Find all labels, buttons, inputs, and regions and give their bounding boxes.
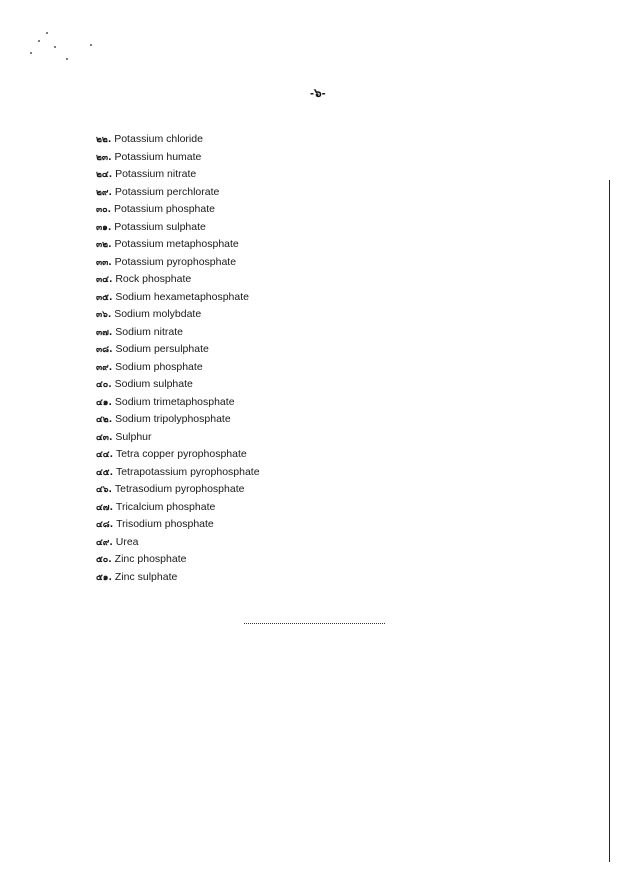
scan-edge-line [609,180,610,862]
list-item [96,306,260,324]
item-number: ๔๙. [96,537,113,548]
item-number: ๕๑. [96,572,112,583]
item-number: ๓๓. [96,257,112,268]
item-text: Zinc phosphate [114,553,187,565]
item-number: ๔๘. [96,520,114,530]
item-text: Potassium nitrate [115,168,197,180]
list-item [96,236,260,254]
item-number: ๒๔. [96,170,113,180]
item-number: ๓๔. [96,275,113,285]
list-item [96,166,260,184]
list-item [96,569,260,587]
item-text: Potassium humate [114,150,202,163]
item-number: ๒๙. [96,187,112,198]
item-number: ๕๐. [96,555,112,565]
item-number: ๓๘. [96,345,113,355]
list-item [96,184,260,202]
item-number: ๔๑. [96,397,112,408]
item-text: Sodium nitrate [115,325,183,338]
item-number: ๔๒. [96,415,113,425]
item-text: Sulphur [115,430,152,443]
item-text: Sodium sulphate [114,378,193,390]
item-number: ๓๕. [96,292,113,303]
item-text: Sodium molybdate [114,308,202,320]
scan-speck [66,58,68,60]
item-number: ๒๓. [96,152,112,163]
item-text: Tetrasodium pyrophosphate [114,483,245,495]
scan-speck [38,40,40,42]
item-number: ๓๒. [96,240,112,250]
scan-speck [30,52,32,54]
list-item [96,429,260,447]
item-number: ๔๐. [96,380,112,390]
list-item [96,324,260,342]
list-item [96,341,260,359]
item-number: ๔๖. [96,485,112,495]
item-text: Sodium tripolyphosphate [115,413,231,425]
item-text: Sodium trimetaphosphate [114,395,235,408]
item-text: Potassium metaphosphate [114,238,239,250]
list-item [96,551,260,569]
item-number: ๒๒. [96,135,112,145]
item-text: Sodium phosphate [115,360,203,373]
item-text: Tricalcium phosphate [115,500,216,513]
item-number: ๔๕. [96,467,114,478]
item-number: ๔๔. [96,450,114,460]
scan-speck [54,46,56,48]
list-item [96,394,260,412]
list-item [96,376,260,394]
item-text: Urea [115,535,139,548]
list-item [96,499,260,517]
item-text: Tetrapotassium pyrophosphate [115,465,260,478]
list-item [96,481,260,499]
list-item [96,359,260,377]
page-number: -๖- [310,86,326,100]
item-number: ๔๓. [96,432,113,443]
item-text: Potassium pyrophosphate [114,255,237,268]
list-item [96,254,260,272]
list-item [96,534,260,552]
item-text: Potassium perchlorate [114,185,220,198]
item-text: Tetra copper pyrophosphate [115,448,247,460]
fertilizer-list [96,131,260,586]
list-item [96,516,260,534]
item-text: Potassium sulphate [114,220,206,233]
list-item [96,131,260,149]
item-text: Potassium phosphate [114,203,215,215]
list-item [96,289,260,307]
list-item [96,271,260,289]
item-number: ๓๐. [96,205,112,215]
item-text: Potassium chloride [114,133,203,145]
scan-speck [90,44,92,46]
list-item [96,201,260,219]
item-number: ๓๖. [96,310,112,320]
item-number: ๔๗. [96,502,113,513]
item-text: Sodium hexametaphosphate [115,290,249,303]
list-item [96,219,260,237]
item-number: ๓๑. [96,222,112,233]
list-item [96,149,260,167]
scan-speck [46,32,48,34]
end-divider [244,623,385,624]
list-item [96,446,260,464]
item-number: ๓๙. [96,362,113,373]
list-item [96,464,260,482]
item-text: Zinc sulphate [114,570,178,583]
item-number: ๓๗. [96,327,113,338]
list-item [96,411,260,429]
item-text: Rock phosphate [115,273,192,285]
item-text: Sodium persulphate [115,343,209,355]
item-text: Trisodium phosphate [116,518,214,530]
